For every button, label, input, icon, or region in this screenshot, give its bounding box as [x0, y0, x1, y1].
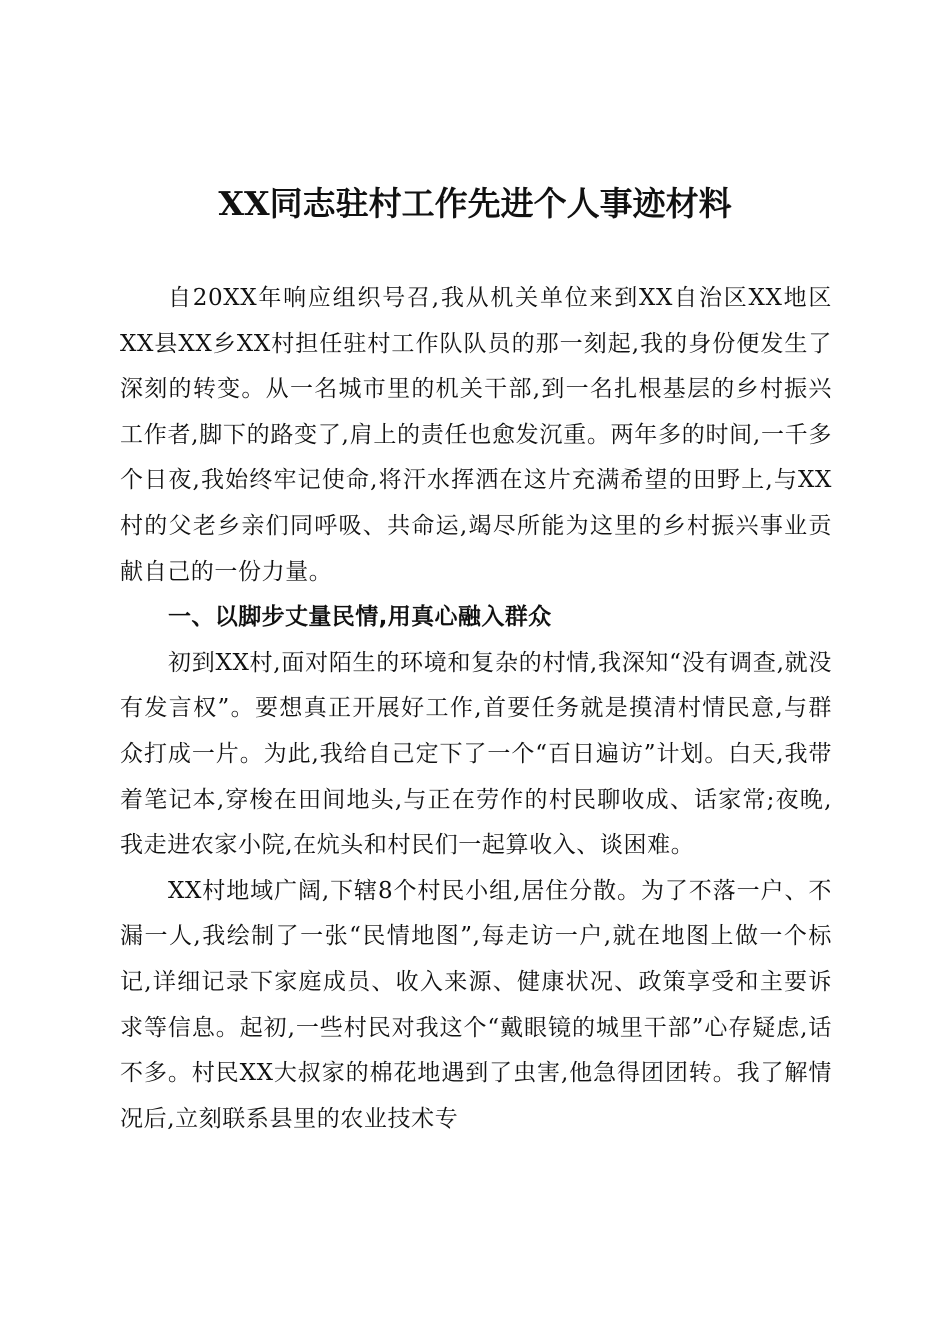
document-title: XX同志驻村工作先进个人事迹材料 [218, 184, 732, 223]
intro-paragraph: 自20XX年响应组织号召,我从机关单位来到XX自治区XX地区XX县XX乡XX村担任驻村工作队队员的那一刻起,我的身份便发生了深刻的转变。从一名城市里的机关干部,到一名扎根基层的乡村振兴工作者,脚下的路变了,肩上的责任也愈发沉重。两年多的时间,一千多个日夜,我始终牢记使命,将汗水挥洒在这片充满希望的田野上,与XX村的父老乡亲们同呼吸、共命运,竭尽所能为这里的乡村振兴事业贡献自己的一份力量。 [120, 285, 832, 585]
section-heading: 一、以脚步丈量民情,用真心融入群众 [168, 604, 552, 631]
section-paragraph-1: 初到XX村,面对陌生的环境和复杂的村情,我深知“没有调查,就没有发言权”。要想真正开展好工作,首要任务就是摸清村情民意,与群众打成一片。为此,我给自己定下了一个“百日遍访”计划。白天,我带着笔记本,穿梭在田间地头,与正在劳作的村民聊收成、话家常;夜晚,我走进农家小院,在炕头和村民们一起算收入、谈困难。 [120, 649, 832, 859]
section-paragraph-2: XX村地域广阔,下辖8个村民小组,居住分散。为了不落一户、不漏一人,我绘制了一张“民情地图”,每走访一户,就在地图上做一个标记,详细记录下家庭成员、收入来源、健康状况、政策享受和主要诉求等信息。起初,一些村民对我这个“戴眼镜的城里干部”心存疑虑,话不多。村民XX大叔家的棉花地遇到了虫害,他急得团团转。我了解情况后,立刻联系县里的农业技术专 [120, 877, 832, 1132]
document-body [120, 276, 832, 1142]
